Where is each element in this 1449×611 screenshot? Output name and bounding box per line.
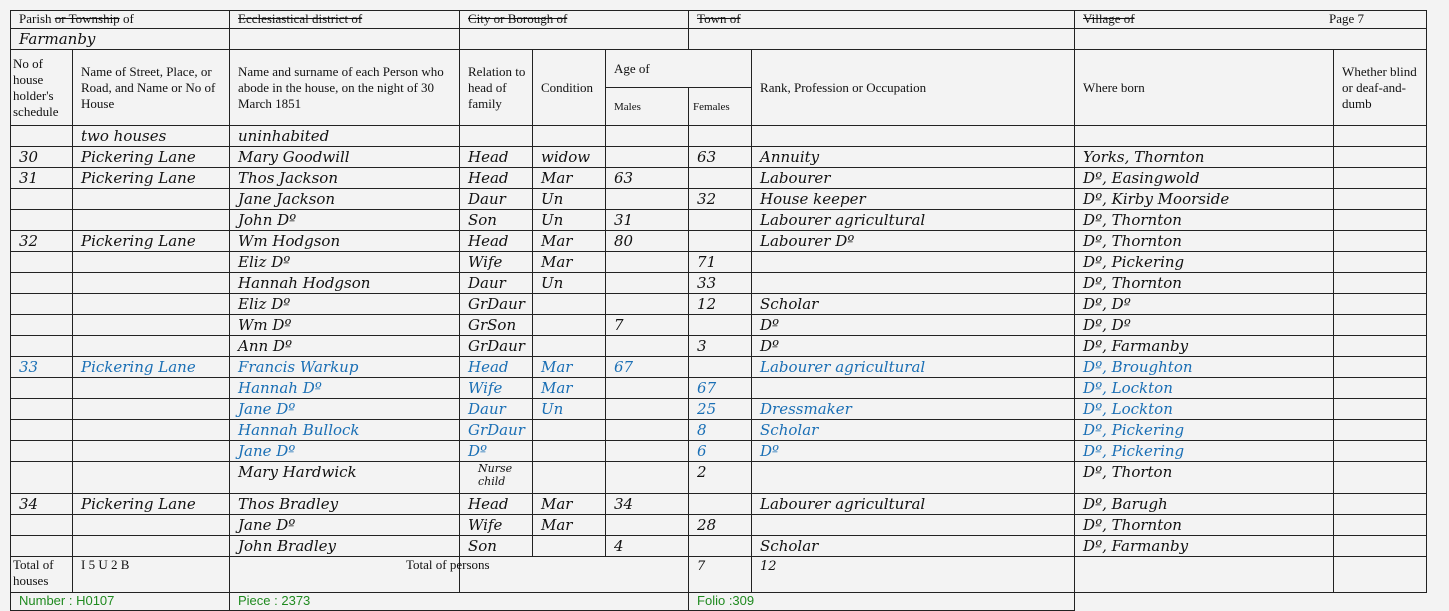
cell-street: [73, 536, 230, 557]
cell-born: Dº, Easingwold: [1075, 168, 1334, 189]
cell-relation: GrDaur: [460, 336, 533, 357]
cell-condition: Mar: [533, 494, 606, 515]
cell-females: 12: [689, 294, 752, 315]
cell-name: Ann Dº: [230, 336, 460, 357]
col-blind: Whether blind or deaf-and-dumb: [1334, 50, 1427, 126]
cell-born: Dº, Lockton: [1075, 399, 1334, 420]
cell-males: [606, 147, 689, 168]
col-name: Name and surname of each Person who abode in the house, on the night of 30 March 1851: [230, 50, 460, 126]
cell-street: [73, 378, 230, 399]
cell-born: Dº, Dº: [1075, 294, 1334, 315]
col-females: Females: [689, 88, 752, 126]
cell-females: 6: [689, 441, 752, 462]
cell-schedule: 32: [11, 231, 73, 252]
cell-schedule: [11, 399, 73, 420]
col-born: Where born: [1075, 50, 1334, 126]
cell-condition: Mar: [533, 378, 606, 399]
cell-males: [606, 294, 689, 315]
table-row: [11, 378, 1427, 399]
col-schedule: No of house holder's schedule: [11, 50, 73, 126]
cell-born: [1075, 126, 1334, 147]
cell-condition: [533, 536, 606, 557]
census-page: [10, 10, 1426, 611]
cell-occupation: Labourer Dº: [752, 231, 1075, 252]
census-rows: [11, 126, 1427, 557]
cell-occupation: Dº: [752, 336, 1075, 357]
table-row: [11, 536, 1427, 557]
cell-blind: [1334, 168, 1427, 189]
total-houses-blank: [230, 557, 490, 593]
cell-born: Dº, Pickering: [1075, 441, 1334, 462]
cell-relation: Son: [460, 536, 533, 557]
cell-relation: GrDaur: [460, 294, 533, 315]
village-cell: [1075, 11, 1427, 29]
cell-street: [73, 462, 230, 494]
cell-relation: [460, 126, 533, 147]
cell-born: Dº, Lockton: [1075, 378, 1334, 399]
cell-schedule: [11, 210, 73, 231]
total-males: 7: [689, 557, 752, 593]
cell-schedule: [11, 294, 73, 315]
cell-females: 2: [689, 462, 752, 494]
cell-condition: Mar: [533, 168, 606, 189]
cell-blind: [1334, 273, 1427, 294]
cell-relation: Son: [460, 210, 533, 231]
cell-condition: Mar: [533, 252, 606, 273]
cell-street: [73, 252, 230, 273]
cell-occupation: [752, 252, 1075, 273]
cell-females: [689, 536, 752, 557]
cell-males: 7: [606, 315, 689, 336]
table-row: [11, 494, 1427, 515]
cell-schedule: [11, 189, 73, 210]
footer-piece: Piece : 2373: [230, 593, 689, 611]
cell-schedule: 33: [11, 357, 73, 378]
cell-blind: [1334, 126, 1427, 147]
cell-females: 63: [689, 147, 752, 168]
cell-males: 67: [606, 357, 689, 378]
cell-relation: Wife: [460, 252, 533, 273]
cell-name: Thos Bradley: [230, 494, 460, 515]
col-relation: Relation to head of family: [460, 50, 533, 126]
cell-males: [606, 462, 689, 494]
total-houses-value: I 5 U 2 B: [73, 557, 230, 593]
cell-occupation: Dº: [752, 441, 1075, 462]
cell-condition: [533, 420, 606, 441]
cell-condition: [533, 336, 606, 357]
cell-females: [689, 126, 752, 147]
cell-males: 63: [606, 168, 689, 189]
table-row: [11, 231, 1427, 252]
cell-condition: widow: [533, 147, 606, 168]
cell-schedule: [11, 462, 73, 494]
cell-females: 33: [689, 273, 752, 294]
cell-name: Jane Dº: [230, 515, 460, 536]
cell-born: Dº, Thornton: [1075, 231, 1334, 252]
cell-born: Dº, Thorton: [1075, 462, 1334, 494]
cell-males: [606, 441, 689, 462]
cell-males: [606, 126, 689, 147]
cell-schedule: [11, 126, 73, 147]
cell-street: [73, 441, 230, 462]
cell-females: 28: [689, 515, 752, 536]
cell-street: Pickering Lane: [73, 494, 230, 515]
cell-name: Francis Warkup: [230, 357, 460, 378]
col-males: Males: [606, 88, 689, 126]
cell-relation: Daur: [460, 189, 533, 210]
cell-blind: [1334, 147, 1427, 168]
table-row: [11, 273, 1427, 294]
cell-name: Thos Jackson: [230, 168, 460, 189]
cell-blind: [1334, 420, 1427, 441]
cell-occupation: Labourer agricultural: [752, 210, 1075, 231]
cell-schedule: 30: [11, 147, 73, 168]
cell-street: Pickering Lane: [73, 357, 230, 378]
footer-number: Number : H0107: [11, 593, 230, 611]
cell-born: Dº, Thornton: [1075, 273, 1334, 294]
table-row: [11, 210, 1427, 231]
cell-name: John Dº: [230, 210, 460, 231]
col-street: Name of Street, Place, or Road, and Name or No of House: [73, 50, 230, 126]
table-row: [11, 189, 1427, 210]
cell-name: Hannah Bullock: [230, 420, 460, 441]
total-females: 12: [752, 557, 1075, 593]
cell-schedule: [11, 441, 73, 462]
cell-street: [73, 315, 230, 336]
table-row: [11, 357, 1427, 378]
table-row: [11, 315, 1427, 336]
cell-blind: [1334, 231, 1427, 252]
cell-street: Pickering Lane: [73, 147, 230, 168]
cell-occupation: [752, 462, 1075, 494]
cell-condition: [533, 441, 606, 462]
table-row: [11, 252, 1427, 273]
cell-blind: [1334, 336, 1427, 357]
cell-males: 4: [606, 536, 689, 557]
cell-born: Dº, Kirby Moorside: [1075, 189, 1334, 210]
cell-males: 80: [606, 231, 689, 252]
cell-street: [73, 294, 230, 315]
cell-street: [73, 515, 230, 536]
cell-schedule: [11, 273, 73, 294]
cell-occupation: Scholar: [752, 294, 1075, 315]
cell-relation: GrDaur: [460, 420, 533, 441]
page-number: Page 7: [1329, 11, 1365, 26]
cell-relation: Head: [460, 147, 533, 168]
cell-males: [606, 420, 689, 441]
col-occupation: Rank, Profession or Occupation: [752, 50, 1075, 126]
cell-relation: Head: [460, 357, 533, 378]
table-row: [11, 462, 1427, 494]
cell-males: [606, 336, 689, 357]
town-label: Town of: [689, 11, 1075, 29]
cell-blind: [1334, 294, 1427, 315]
cell-name: Jane Dº: [230, 441, 460, 462]
cell-blind: [1334, 515, 1427, 536]
cell-relation: Wife: [460, 515, 533, 536]
cell-condition: [533, 294, 606, 315]
cell-females: [689, 231, 752, 252]
total-houses-label: Total of houses: [11, 557, 73, 593]
cell-females: [689, 357, 752, 378]
cell-born: Dº, Pickering: [1075, 252, 1334, 273]
cell-females: 71: [689, 252, 752, 273]
cell-name: Wm Hodgson: [230, 231, 460, 252]
cell-blind: [1334, 494, 1427, 515]
table-row: [11, 441, 1427, 462]
cell-name: Mary Hardwick: [230, 462, 460, 494]
cell-condition: Un: [533, 399, 606, 420]
cell-street: Pickering Lane: [73, 168, 230, 189]
cell-name: Hannah Hodgson: [230, 273, 460, 294]
cell-condition: [533, 462, 606, 494]
cell-occupation: Dº: [752, 315, 1075, 336]
cell-occupation: Labourer: [752, 168, 1075, 189]
cell-relation: Wife: [460, 378, 533, 399]
cell-males: [606, 273, 689, 294]
cell-born: Dº, Thornton: [1075, 515, 1334, 536]
city-borough-label: City or Borough of: [460, 11, 689, 29]
cell-name: Wm Dº: [230, 315, 460, 336]
cell-females: 32: [689, 189, 752, 210]
cell-relation: Daur: [460, 273, 533, 294]
cell-street: two houses: [73, 126, 230, 147]
cell-blind: [1334, 252, 1427, 273]
cell-name: John Bradley: [230, 536, 460, 557]
cell-name: Jane Dº: [230, 399, 460, 420]
cell-born: Dº, Farmanby: [1075, 336, 1334, 357]
total-persons-label: Total of persons: [406, 557, 490, 572]
cell-condition: Mar: [533, 231, 606, 252]
cell-schedule: 31: [11, 168, 73, 189]
cell-blind: [1334, 399, 1427, 420]
cell-males: [606, 515, 689, 536]
table-row: [11, 515, 1427, 536]
cell-occupation: House keeper: [752, 189, 1075, 210]
cell-born: Yorks, Thornton: [1075, 147, 1334, 168]
cell-street: [73, 336, 230, 357]
col-condition: Condition: [533, 50, 606, 126]
cell-blind: [1334, 441, 1427, 462]
cell-condition: Mar: [533, 515, 606, 536]
cell-blind: [1334, 315, 1427, 336]
cell-street: Pickering Lane: [73, 231, 230, 252]
cell-males: [606, 399, 689, 420]
col-age: Age of: [606, 50, 752, 88]
cell-blind: [1334, 210, 1427, 231]
cell-occupation: Labourer agricultural: [752, 357, 1075, 378]
cell-females: 25: [689, 399, 752, 420]
eccl-district-label: Ecclesiastical district of: [230, 11, 460, 29]
cell-relation: Nurse child: [460, 462, 533, 494]
cell-born: Dº, Dº: [1075, 315, 1334, 336]
cell-males: [606, 378, 689, 399]
cell-relation: Head: [460, 231, 533, 252]
table-row: [11, 126, 1427, 147]
cell-schedule: [11, 515, 73, 536]
table-row: [11, 336, 1427, 357]
cell-schedule: 34: [11, 494, 73, 515]
cell-street: [73, 210, 230, 231]
cell-occupation: [752, 273, 1075, 294]
cell-occupation: [752, 126, 1075, 147]
cell-blind: [1334, 189, 1427, 210]
cell-schedule: [11, 252, 73, 273]
cell-condition: Un: [533, 210, 606, 231]
cell-occupation: Labourer agricultural: [752, 494, 1075, 515]
cell-females: 3: [689, 336, 752, 357]
cell-schedule: [11, 315, 73, 336]
parish-value: Farmanby: [11, 29, 230, 50]
table-row: [11, 294, 1427, 315]
cell-name: Eliz Dº: [230, 252, 460, 273]
cell-males: [606, 189, 689, 210]
cell-condition: [533, 126, 606, 147]
cell-blind: [1334, 378, 1427, 399]
cell-blind: [1334, 357, 1427, 378]
cell-street: [73, 189, 230, 210]
cell-schedule: [11, 536, 73, 557]
table-row: [11, 168, 1427, 189]
cell-occupation: Scholar: [752, 536, 1075, 557]
table-row: [11, 147, 1427, 168]
cell-relation: Head: [460, 494, 533, 515]
cell-born: Dº, Farmanby: [1075, 536, 1334, 557]
cell-street: [73, 420, 230, 441]
cell-males: 31: [606, 210, 689, 231]
cell-relation: Dº: [460, 441, 533, 462]
cell-born: Dº, Thornton: [1075, 210, 1334, 231]
cell-males: [606, 252, 689, 273]
cell-occupation: Dressmaker: [752, 399, 1075, 420]
cell-females: [689, 494, 752, 515]
cell-females: [689, 315, 752, 336]
cell-occupation: Scholar: [752, 420, 1075, 441]
cell-name: Hannah Dº: [230, 378, 460, 399]
cell-born: Dº, Broughton: [1075, 357, 1334, 378]
cell-females: [689, 168, 752, 189]
cell-females: 67: [689, 378, 752, 399]
census-table: [10, 10, 1427, 611]
cell-females: [689, 210, 752, 231]
cell-street: [73, 399, 230, 420]
cell-name: Mary Goodwill: [230, 147, 460, 168]
village-label: Village of: [1083, 11, 1135, 26]
cell-schedule: [11, 420, 73, 441]
cell-blind: [1334, 462, 1427, 494]
cell-condition: [533, 315, 606, 336]
cell-females: 8: [689, 420, 752, 441]
cell-males: 34: [606, 494, 689, 515]
cell-blind: [1334, 536, 1427, 557]
cell-relation: GrSon: [460, 315, 533, 336]
cell-condition: Un: [533, 189, 606, 210]
cell-street: [73, 273, 230, 294]
cell-occupation: [752, 515, 1075, 536]
cell-relation: Head: [460, 168, 533, 189]
cell-occupation: Annuity: [752, 147, 1075, 168]
cell-name: Jane Jackson: [230, 189, 460, 210]
cell-occupation: [752, 378, 1075, 399]
cell-name: Eliz Dº: [230, 294, 460, 315]
parish-label: Parish or Township of: [11, 11, 230, 29]
cell-condition: Un: [533, 273, 606, 294]
cell-condition: Mar: [533, 357, 606, 378]
footer-folio: Folio :309: [689, 593, 1075, 611]
cell-born: Dº, Pickering: [1075, 420, 1334, 441]
cell-relation: Daur: [460, 399, 533, 420]
cell-born: Dº, Barugh: [1075, 494, 1334, 515]
table-row: [11, 420, 1427, 441]
cell-name: uninhabited: [230, 126, 460, 147]
cell-schedule: [11, 378, 73, 399]
table-row: [11, 399, 1427, 420]
cell-schedule: [11, 336, 73, 357]
